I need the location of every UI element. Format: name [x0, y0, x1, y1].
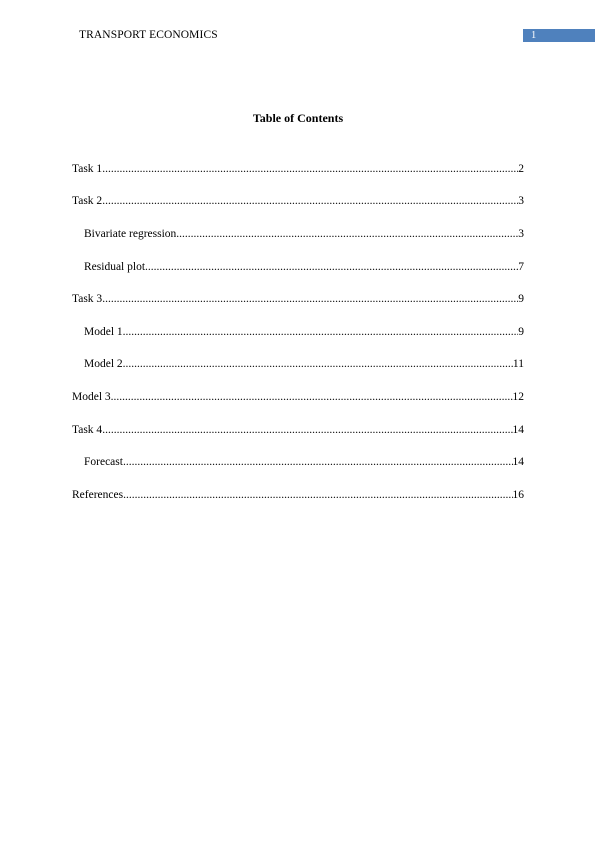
toc-dot-leader	[102, 423, 512, 438]
toc-entry-label: Model 1	[84, 326, 123, 338]
toc-dot-leader	[176, 227, 518, 242]
toc-entry-page: 3	[518, 228, 524, 240]
toc-entry-page: 11	[512, 358, 524, 370]
toc-dot-leader	[123, 357, 513, 372]
toc-entry-label: Task 3	[72, 293, 103, 305]
toc-entry-label: Residual plot	[84, 261, 146, 273]
toc-entry-label: Forecast	[84, 456, 123, 468]
toc-entry-page: 9	[518, 326, 524, 338]
toc-entry-page: 14	[512, 424, 524, 436]
toc-entry-page: 14	[512, 456, 524, 468]
toc-dot-leader	[123, 488, 512, 503]
toc-entry-label: Model 3	[72, 391, 111, 403]
toc-entry-label: References	[72, 489, 124, 501]
toc-entry-forecast[interactable]	[84, 455, 524, 470]
toc-entry-label: Task 2	[72, 195, 103, 207]
toc-entry-label: Model 2	[84, 358, 123, 370]
toc-dot-leader	[102, 162, 518, 177]
toc-entry-model-1[interactable]	[84, 325, 524, 340]
toc-entry-bivariate-regression[interactable]	[84, 227, 524, 242]
toc-entry-references[interactable]	[72, 488, 524, 503]
toc-entry-model-3[interactable]	[72, 390, 524, 405]
toc-entry-label: Bivariate regression	[84, 228, 177, 240]
toc-entry-task-3[interactable]	[72, 292, 524, 307]
toc-entry-page: 9	[518, 293, 524, 305]
toc-entry-page: 2	[518, 163, 524, 175]
toc-entry-task-2[interactable]	[72, 194, 524, 209]
running-header-title: TRANSPORT ECONOMICS	[79, 29, 218, 41]
toc-dot-leader	[102, 292, 518, 307]
toc-entry-label: Task 4	[72, 424, 103, 436]
toc-dot-leader	[123, 325, 519, 340]
toc-entry-page: 16	[512, 489, 524, 501]
toc-dot-leader	[102, 194, 518, 209]
toc-entry-label: Task 1	[72, 163, 103, 175]
toc-entry-task-4[interactable]	[72, 423, 524, 438]
toc-entry-residual-plot[interactable]	[84, 260, 524, 275]
page-number-badge: 1	[523, 29, 595, 42]
toc-dot-leader	[145, 260, 518, 275]
toc-heading: Table of Contents	[252, 111, 344, 125]
toc-dot-leader	[123, 455, 513, 470]
toc-entry-page: 7	[518, 261, 524, 273]
toc-entry-model-2[interactable]	[84, 357, 524, 372]
toc-entry-page: 3	[518, 195, 524, 207]
toc-dot-leader	[111, 390, 513, 405]
toc-entry-task-1[interactable]	[72, 162, 524, 177]
toc-entry-page: 12	[512, 391, 524, 403]
